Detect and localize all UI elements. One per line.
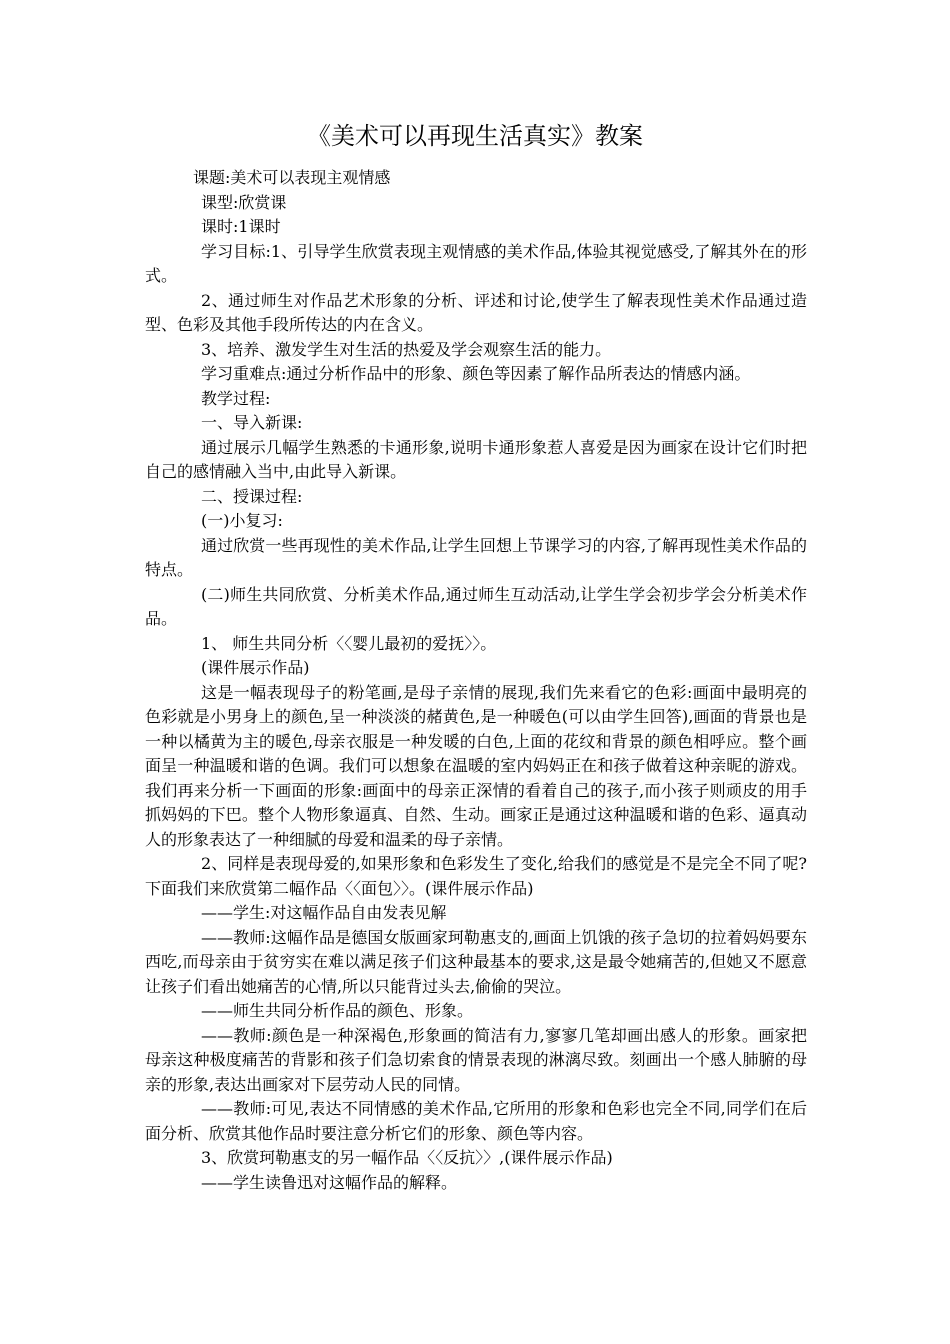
item-3-heading: 3、欣赏珂勒惠支的另一幅作品〈〈反抗〉〉,(课件展示作品) xyxy=(201,1148,613,1167)
paragraph-artwork-1-analysis: 这是一幅表现母子的粉笔画,是母子亲情的展现,我们先来看它的色彩:画面中最明亮的色彩就是小男身上的颜色,呈一种淡淡的赭黄色,是一种暖色(可以由学生回答),画面的背景也是一种以橘黄为主的暖色,母亲衣服是一种发暖的白色,上面的花纹和背景的颜色相呼应。整个画面呈一种温暖和谐的色调。我们可以想象在温暖的室内妈妈正在和孩子做着这种亲昵的游戏。我们再来分析一下画面的形象:画面中的母亲正深情的看着自己的孩子,而小孩子则顽皮的用手抓妈妈的下巴。整个人物形象逼真、自然、生动。画家正是通过这种温暖和谐的色彩、逼真动人的形象表达了一种细腻的母爱和温柔的母子亲情。 xyxy=(145,682,807,849)
subsection-heading-review: (一)小复习: xyxy=(201,511,283,530)
lesson-hours: 课时:1课时 xyxy=(201,217,281,236)
courseware-note-1: (课件展示作品) xyxy=(201,658,310,677)
dialogue-teacher-3: ——教师:可见,表达不同情感的美术作品,它所用的形象和色彩也完全不同,同学们在后面分析、欣赏其他作品时要注意分析它们的形象、颜色等内容。 xyxy=(145,1099,807,1143)
section-heading-intro: 一、导入新课: xyxy=(201,413,303,432)
learning-objective-3: 3、培养、激发学生对生活的热爱及学会观察生活的能力。 xyxy=(201,339,612,359)
paragraph-review: 通过欣赏一些再现性的美术作品,让学生回想上节课学习的内容,了解再现性美术作品的特点。 xyxy=(145,535,807,579)
item-2-paragraph: 2、同样是表现母爱的,如果形象和色彩发生了变化,给我们的感觉是不是完全不同了呢?下面我们来欣赏第二幅作品〈〈面包〉〉。(课件展示作品) xyxy=(145,854,807,898)
section-heading-lecture: 二、授课过程: xyxy=(201,486,303,506)
document-title: 《美术可以再现生活真实》教案 xyxy=(307,122,643,150)
dialogue-teacher-1: ——教师:这幅作品是德国女版画家珂勒惠支的,画面上饥饿的孩子急切的拉着妈妈要东西吃,而母亲由于贫穷实在难以满足孩子们这种最基本的要求,这是最令她痛苦的,但她又不愿意让孩子们看出她痛苦的心情,所以只能背过头去,偷偷的哭泣。 xyxy=(145,927,807,996)
learning-objective-1: 学习目标:1、引导学生欣赏表现主观情感的美术作品,体验其视觉感受,了解其外在的形式。 xyxy=(145,241,807,285)
document-body xyxy=(145,166,807,1195)
paragraph-intro: 通过展示几幅学生熟悉的卡通形象,说明卡通形象惹人喜爱是因为画家在设计它们时把自己的感情融入当中,由此导入新课。 xyxy=(145,437,807,481)
lesson-type: 课型:欣赏课 xyxy=(201,192,287,212)
learning-objective-2: 2、通过师生对作品艺术形象的分析、评述和讨论,使学生了解表现性美术作品通过造型、色彩及其他手段所传达的内在含义。 xyxy=(145,290,807,334)
dialogue-joint-analysis: ——师生共同分析作品的颜色、形象。 xyxy=(201,1001,474,1020)
teaching-process-heading: 教学过程: xyxy=(201,388,271,408)
dialogue-student-2: ——学生读鲁迅对这幅作品的解释。 xyxy=(201,1172,458,1192)
item-1-heading: 1、 师生共同分析〈〈婴儿最初的爱抚〉〉。 xyxy=(201,633,497,653)
dialogue-teacher-2: ——教师:颜色是一种深褐色,形象画的简洁有力,寥寥几笔却画出感人的形象。画家把母亲这种极度痛苦的背影和孩子们急切索食的情景表现的淋漓尽致。刻画出一个感人肺腑的母亲的形象,表达出画家对下层劳动人民的同情。 xyxy=(145,1025,807,1094)
subsection-heading-analysis: (二)师生共同欣赏、分析美术作品,通过师生互动活动,让学生学会初步学会分析美术作品。 xyxy=(145,584,807,628)
dialogue-student-1: ——学生:对这幅作品自由发表见解 xyxy=(201,903,447,922)
lesson-topic: 课题:美术可以表现主观情感 xyxy=(193,168,391,187)
key-difficulties: 学习重难点:通过分析作品中的形象、颜色等因素了解作品所表达的情感内涵。 xyxy=(201,364,751,383)
